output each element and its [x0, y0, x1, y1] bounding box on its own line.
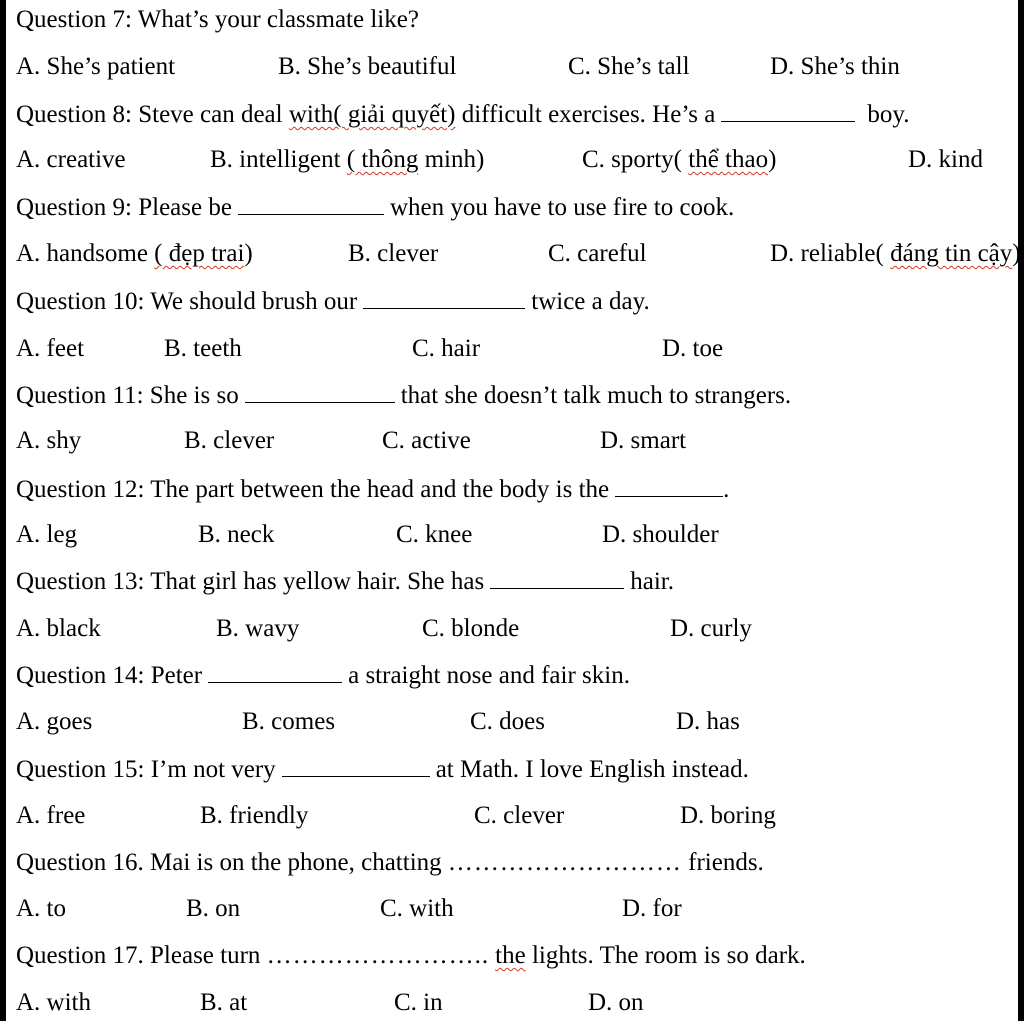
answer-blank[interactable]: [490, 566, 624, 589]
answer-dots[interactable]: ……………………..: [266, 942, 490, 969]
question-text: Question 7: What’s your classmate like?: [16, 6, 419, 33]
question-text: Question 13: That girl has yellow hair. She has: [16, 568, 485, 595]
option-text: A. handsome: [16, 240, 155, 267]
question-16: [16, 848, 764, 878]
option-b: B. clever: [184, 427, 275, 454]
question-text: friends.: [681, 849, 764, 876]
translation-note: đáng tin cậy: [890, 240, 1013, 267]
question-text: difficult exercises. He’s a: [455, 101, 716, 128]
question-text: Question 8: Steve can deal: [16, 101, 289, 128]
option-d: D. for: [622, 895, 682, 922]
question-text: at Math. I love English instead.: [435, 756, 749, 783]
option-a: A. free: [16, 802, 86, 829]
question-15: [16, 754, 749, 784]
option-b: B. She’s beautiful: [278, 53, 457, 80]
answer-blank[interactable]: [615, 474, 723, 497]
option-text: ): [1012, 240, 1021, 267]
answer-blank[interactable]: [721, 99, 855, 122]
option-a: A. feet: [16, 335, 85, 362]
question-12: [16, 474, 729, 504]
option-d: D. toe: [662, 335, 724, 362]
answer-blank[interactable]: [208, 660, 342, 683]
option-b: B. wavy: [216, 615, 300, 642]
option-b: B. teeth: [164, 335, 242, 362]
option-a: [16, 239, 253, 269]
question-14: [16, 660, 630, 690]
option-b: B. comes: [242, 708, 336, 735]
question-7: [16, 5, 419, 35]
option-b: B. clever: [348, 240, 439, 267]
option-b: B. at: [200, 989, 248, 1016]
question-text: Question 17. Please turn: [16, 942, 267, 969]
answer-blank[interactable]: [363, 286, 525, 309]
question-text: twice a day.: [531, 288, 650, 315]
option-c: C. hair: [412, 335, 481, 362]
question-8: [16, 99, 910, 129]
question-text: boy.: [867, 101, 910, 128]
question-17: [16, 941, 806, 971]
option-d: D. on: [588, 989, 644, 1016]
option-a: A. with: [16, 989, 91, 1016]
option-d: D. She’s thin: [770, 53, 900, 80]
question-text: when you have to use fire to cook.: [389, 194, 735, 221]
option-a: A. She’s patient: [16, 53, 176, 80]
question-text: Question 16. Mai is on the phone, chatting: [16, 849, 448, 876]
option-c: C. blonde: [422, 615, 520, 642]
answer-dots[interactable]: ………………………: [447, 849, 682, 876]
option-text: minh): [418, 146, 485, 173]
option-text: ): [768, 146, 777, 173]
question-text: that she doesn’t talk much to strangers.: [400, 382, 792, 409]
option-text: ): [244, 240, 253, 267]
answer-blank[interactable]: [282, 754, 430, 777]
option-b: B. friendly: [200, 802, 309, 829]
question-text: Question 12: The part between the head and the body is the: [16, 476, 610, 503]
option-c: C. with: [380, 895, 454, 922]
option-d: D. boring: [680, 802, 776, 829]
option-a: A. leg: [16, 521, 78, 548]
question-text: hair.: [630, 568, 674, 595]
option-d: D. kind: [908, 146, 983, 173]
question-9: [16, 192, 734, 222]
option-text: B. intelligent: [210, 146, 347, 173]
question-text: lights. The room is so dark.: [525, 942, 806, 969]
question-text: Question 9: Please be: [16, 194, 232, 221]
option-b: [210, 145, 484, 175]
option-c: [582, 145, 776, 175]
question-text: a straight nose and fair skin.: [348, 662, 630, 689]
option-text: D. reliable(: [770, 240, 891, 267]
option-a: A. black: [16, 615, 101, 642]
option-c: C. knee: [396, 521, 473, 548]
option-a: A. to: [16, 895, 66, 922]
option-d: D. shoulder: [602, 521, 719, 548]
translation-note: with( giải quyết): [288, 101, 456, 128]
option-c: C. careful: [548, 240, 647, 267]
worksheet-page: [6, 0, 1021, 1021]
question-text: Question 15: I’m not very: [16, 756, 276, 783]
question-text: Question 10: We should brush our: [16, 288, 358, 315]
question-10: [16, 286, 650, 316]
option-d: [770, 239, 1021, 269]
option-c: C. active: [382, 427, 471, 454]
translation-note: ( thông: [346, 146, 419, 173]
question-text: .: [723, 476, 730, 503]
option-a: A. goes: [16, 708, 93, 735]
option-a: A. creative: [16, 146, 126, 173]
option-c: C. does: [470, 708, 545, 735]
translation-note: thể thao: [688, 146, 769, 173]
option-c: C. in: [394, 989, 443, 1016]
option-a: A. shy: [16, 427, 82, 454]
option-b: B. neck: [198, 521, 275, 548]
question-13: [16, 566, 674, 596]
question-text: Question 11: She is so: [16, 382, 239, 409]
option-d: D. smart: [600, 427, 687, 454]
answer-blank[interactable]: [245, 380, 395, 403]
option-c: C. She’s tall: [568, 53, 690, 80]
translation-note: ( đẹp trai: [154, 240, 245, 267]
question-text: Question 14: Peter: [16, 662, 203, 689]
option-d: D. has: [676, 708, 740, 735]
question-11: [16, 380, 791, 410]
option-b: B. on: [186, 895, 241, 922]
option-c: C. clever: [474, 802, 565, 829]
option-d: D. curly: [670, 615, 752, 642]
option-text: C. sporty(: [582, 146, 689, 173]
answer-blank[interactable]: [238, 192, 384, 215]
flagged-word: the: [495, 942, 526, 969]
